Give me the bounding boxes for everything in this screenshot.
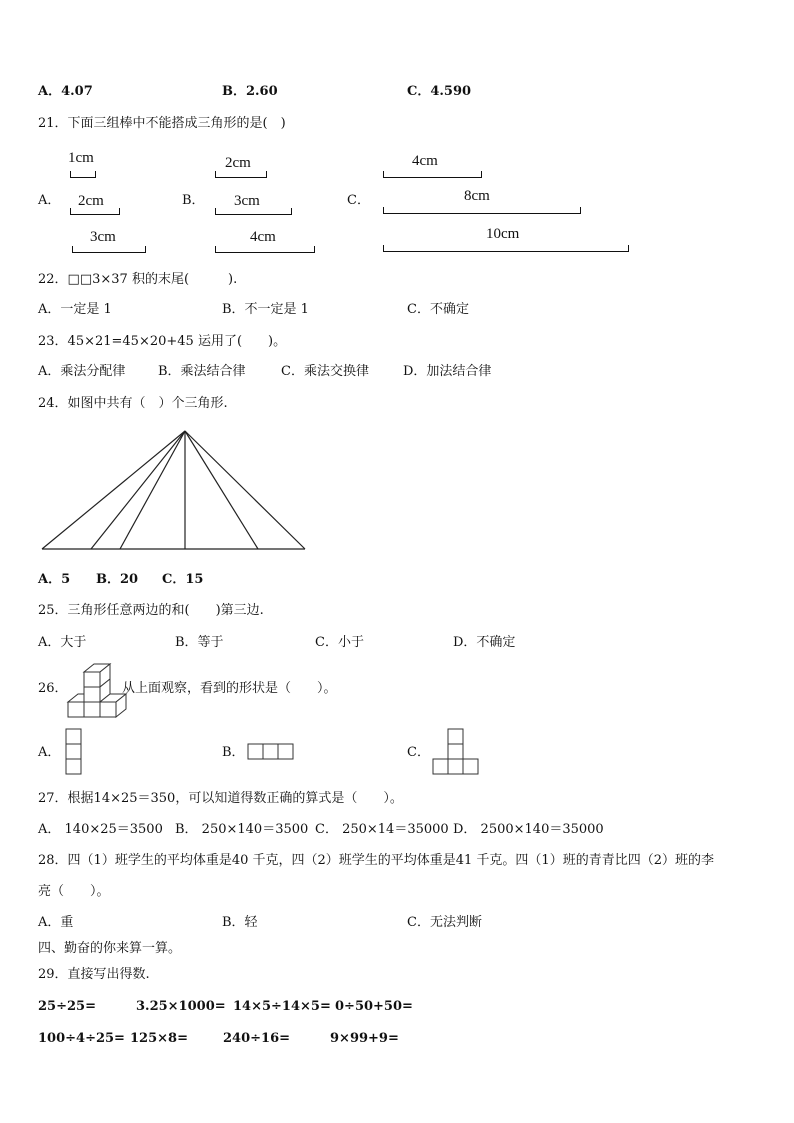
q26-option-c: C． <box>407 745 430 760</box>
q21-stem: 21．下面三组棒中不能搭成三角形的是( ) <box>38 116 286 131</box>
q20-option-a: A．4.07 <box>38 84 93 99</box>
q21-option-c-label: C． <box>347 193 370 208</box>
q24-option-c: C．15 <box>162 572 204 587</box>
stick-b1-label: 2cm <box>225 155 251 171</box>
q29-row2-item1: 100÷4÷25= <box>38 1031 125 1046</box>
stick-a1-label: 1cm <box>68 150 94 166</box>
stick-c3-label: 10cm <box>486 226 520 242</box>
q22-option-c: C．不确定 <box>407 302 469 317</box>
q23-option-a: A．乘法分配律 <box>38 364 126 379</box>
q29-row1-item1: 25÷25= <box>38 999 96 1014</box>
q22-stem: 22．□□3×37 积的末尾( ). <box>38 272 238 287</box>
q24-option-a: A．5 <box>38 572 71 587</box>
stick-a3-label: 3cm <box>90 229 116 245</box>
stick-c1-label: 4cm <box>412 153 438 169</box>
q25-option-d: D．不确定 <box>453 635 516 650</box>
q24-stem: 24．如图中共有（ ）个三角形. <box>38 396 228 411</box>
q29-row2-item4: 9×99+9= <box>330 1031 399 1046</box>
q24-option-b: B．20 <box>96 572 139 587</box>
q22-option-a: A．一定是 1 <box>38 302 112 317</box>
q23-option-c: C．乘法交换律 <box>281 364 369 379</box>
q27-option-b: B． 250×140＝3500 <box>175 822 309 837</box>
q28-option-b: B．轻 <box>222 915 258 930</box>
q25-option-a: A．大于 <box>38 635 87 650</box>
q29-stem: 29．直接写出得数. <box>38 967 150 982</box>
q26-stem: 从上面观察，看到的形状是（ ）。 <box>122 681 337 696</box>
q25-option-b: B．等于 <box>175 635 224 650</box>
q25-stem: 25．三角形任意两边的和( )第三边. <box>38 603 264 618</box>
q27-option-a: A． 140×25＝3500 <box>38 822 163 837</box>
q26-number: 26． <box>38 681 68 696</box>
q23-stem: 23．45×21=45×20+45 运用了( )。 <box>38 334 287 349</box>
q27-stem: 27．根据14×25＝350，可以知道得数正确的算式是（ ）。 <box>38 791 403 806</box>
q23-option-d: D．加法结合律 <box>403 364 492 379</box>
q23-option-b: B．乘法结合律 <box>158 364 246 379</box>
stick-b2-label: 3cm <box>234 193 260 209</box>
stick-a2-label: 2cm <box>78 193 104 209</box>
q29-row2-item2: 125×8= <box>130 1031 188 1046</box>
q29-row1-item2: 3.25×1000= <box>136 999 226 1014</box>
q28-option-c: C．无法判断 <box>407 915 482 930</box>
q20-option-b: B．2.60 <box>222 84 278 99</box>
q28-stem-line2: 亮（ ）。 <box>38 884 110 899</box>
q20-option-c: C．4.590 <box>407 84 472 99</box>
section-4-title: 四、勤奋的你来算一算。 <box>38 941 182 956</box>
q25-option-c: C．小于 <box>315 635 364 650</box>
q27-option-d: D． 2500×140＝35000 <box>453 822 604 837</box>
q28-option-a: A．重 <box>38 915 74 930</box>
q27-option-c: C． 250×14＝35000 <box>315 822 449 837</box>
q29-row2-item3: 240÷16= <box>223 1031 291 1046</box>
q26-option-b: B． <box>222 745 245 760</box>
q26-option-a: A． <box>38 745 61 760</box>
q29-row1-item3: 14×5÷14×5= <box>233 999 331 1014</box>
q21-option-a-label: A． <box>38 193 61 208</box>
q28-stem-line1: 28．四（1）班学生的平均体重是40 千克，四（2）班学生的平均体重是41 千克。四（1）班的青青比四（2）班的李 <box>38 853 714 868</box>
q21-option-b-label: B． <box>182 193 205 208</box>
q29-row1-item4: 0÷50+50= <box>335 999 413 1014</box>
stick-b3-label: 4cm <box>250 229 276 245</box>
stick-c2-label: 8cm <box>464 188 490 204</box>
q22-option-b: B．不一定是 1 <box>222 302 309 317</box>
